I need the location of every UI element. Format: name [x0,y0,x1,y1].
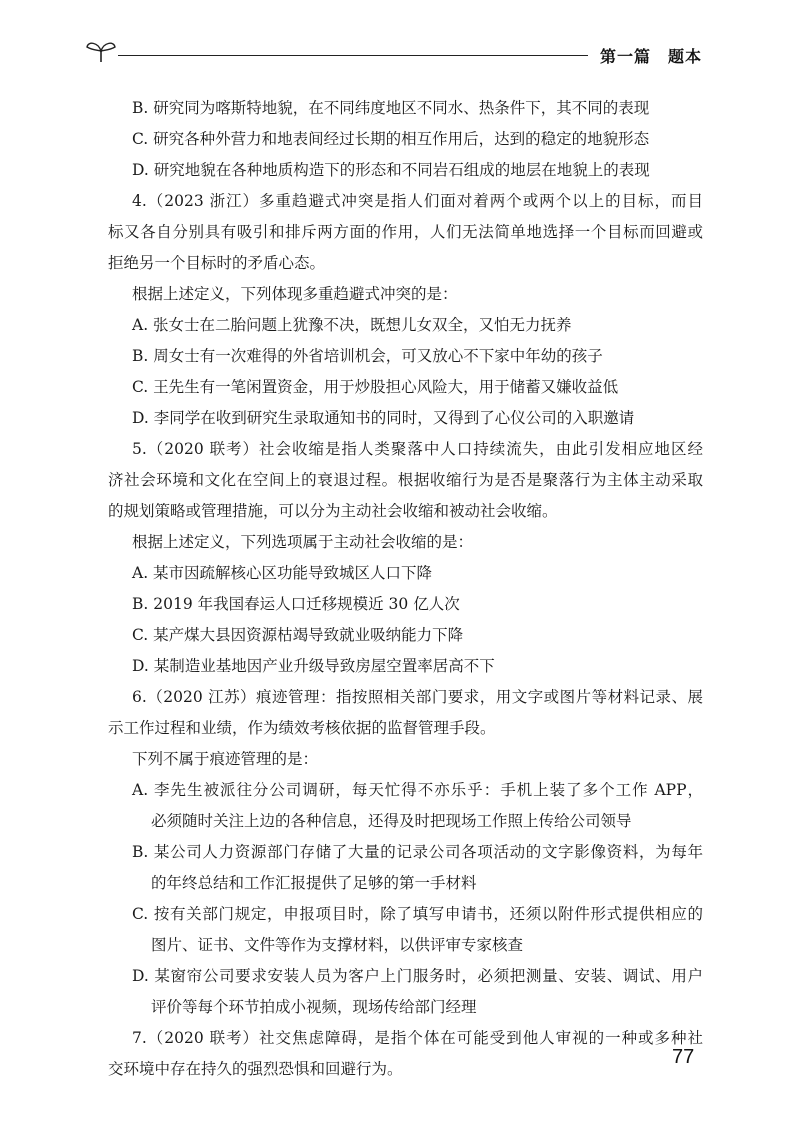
text-line: 图片、证书、文件等作为支撑材料，以供评审专家核查 [151,936,524,954]
text-line: 7.（2020 联考）社交焦虑障碍，是指个体在可能受到他人审视的一种或多种社 [132,1029,703,1047]
text-line: 下列不属于痕迹管理的是： [132,750,319,768]
text-line: B. 2019 年我国春运人口迁移规模近 30 亿人次 [132,595,460,613]
text-line: 必须随时关注上边的各种信息，还得及时把现场工作照上传给公司领导 [151,812,632,830]
text-line: 根据上述定义，下列选项属于主动社会收缩的是： [132,533,474,551]
text-line: A. 李先生被派往分公司调研，每天忙得不亦乐乎：手机上装了多个工作 APP， [132,781,703,799]
text-line: B. 某公司人力资源部门存储了大量的记录公司各项活动的文字影像资料，为每年 [132,843,703,861]
text-line: 济社会环境和文化在空间上的衰退过程。根据收缩行为是否是聚落行为主体主动采取 [108,471,703,489]
text-line: 4.（2023 浙江）多重趋避式冲突是指人们面对着两个或两个以上的目标，而目 [132,192,703,210]
text-line: 5.（2020 联考）社会收缩是指人类聚落中人口持续流失，由此引发相应地区经 [132,440,703,458]
text-line: 6.（2020 江苏）痕迹管理：指按照相关部门要求，用文字或图片等材料记录、展 [132,688,703,706]
header-title: 第一篇 题本 [600,47,703,66]
text-line: C. 研究各种外营力和地表间经过长期的相互作用后，达到的稳定的地貌形态 [132,130,650,148]
text-line: 评价等每个环节拍成小视频，现场传给部门经理 [151,998,477,1016]
text-line: A. 某市因疏解核心区功能导致城区人口下降 [132,564,433,582]
header-rule [118,55,588,56]
page-body [108,98,703,1090]
text-line: 交环境中存在持久的强烈恐惧和回避行为。 [108,1060,403,1078]
page-number: 77 [672,1046,695,1068]
text-line: D. 李同学在收到研究生录取通知书的同时，又得到了心仪公司的入职邀请 [132,409,635,427]
text-line: C. 某产煤大县因资源枯竭导致就业吸纳能力下降 [132,626,464,644]
text-line: D. 某制造业基地因产业升级导致房屋空置率居高不下 [132,657,495,675]
text-line: C. 王先生有一笔闲置资金，用于炒股担心风险大，用于储蓄又嫌收益低 [132,378,619,396]
text-line: D. 研究地貌在各种地质构造下的形态和不同岩石组成的地层在地貌上的表现 [132,161,650,179]
text-line: 拒绝另一个目标时的矛盾心态。 [108,254,326,272]
sprout-icon [84,38,118,64]
text-line: 标又各自分别具有吸引和排斥两方面的作用，人们无法简单地选择一个目标而回避或 [108,223,703,241]
text-line: B. 研究同为喀斯特地貌，在不同纬度地区不同水、热条件下，其不同的表现 [132,99,650,117]
text-line: D. 某窗帘公司要求安装人员为客户上门服务时，必须把测量、安装、调试、用户 [132,967,703,985]
text-line: B. 周女士有一次难得的外省培训机会，可又放心不下家中年幼的孩子 [132,347,603,365]
text-line: 根据上述定义，下列体现多重趋避式冲突的是： [132,285,458,303]
text-line: A. 张女士在二胎问题上犹豫不决，既想儿女双全，又怕无力抚养 [132,316,572,334]
text-line: 示工作过程和业绩，作为绩效考核依据的监督管理手段。 [108,719,496,737]
text-line: 的规划策略或管理措施，可以分为主动社会收缩和被动社会收缩。 [108,502,558,520]
text-line: 的年终总结和工作汇报提供了足够的第一手材料 [151,874,477,892]
text-line: C. 按有关部门规定，申报项目时，除了填写申请书，还须以附件形式提供相应的 [132,905,703,923]
